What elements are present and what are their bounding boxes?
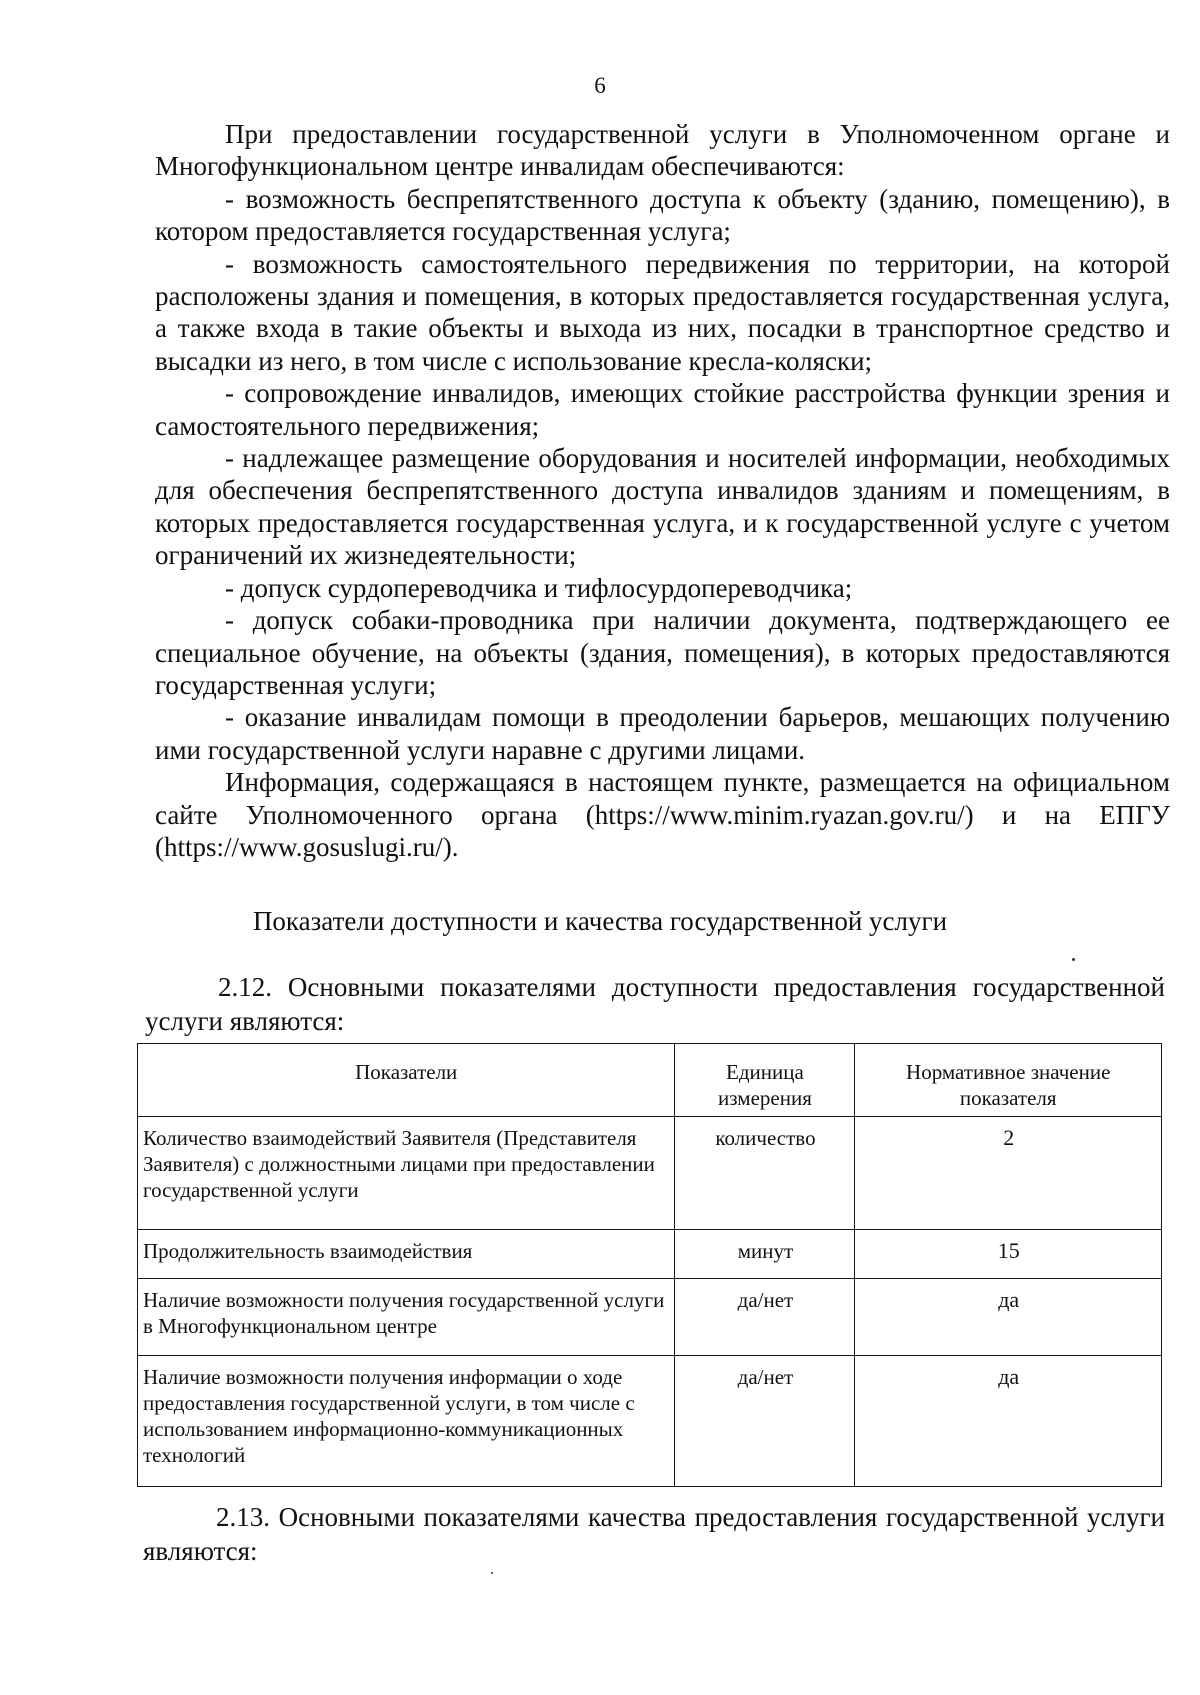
table-header-row — [138, 1044, 1162, 1117]
header-indicators: Показатели — [138, 1044, 675, 1117]
indicator-name: Наличие возможности получения государственной услуги в Многофункциональном центре — [138, 1279, 675, 1356]
header-norm-value: Нормативное значение показателя — [855, 1044, 1162, 1117]
indicator-unit: да/нет — [675, 1356, 855, 1487]
scan-speck — [491, 1572, 493, 1574]
indicator-norm: 2 — [855, 1117, 1162, 1230]
indicator-unit: минут — [675, 1230, 855, 1279]
page-number: 6 — [594, 73, 606, 98]
indicator-norm: да — [855, 1356, 1162, 1487]
scan-speck — [1072, 958, 1075, 961]
info-paragraph: Информация, содержащаяся в настоящем пункте, размещается на официальном сайте Уполномоченного органа (https://www.minim.ryazan.gov.ru/) и на ЕПГУ (https://www.gosuslugi.ru/). — [155, 767, 1170, 862]
header-unit: Единица измерения — [675, 1044, 855, 1117]
indicator-name: Наличие возможности получения информации о ходе предоставления государственной услуги, в том числе с использованием информационно-коммуникационных технологий — [138, 1356, 675, 1487]
table-row — [138, 1230, 1162, 1279]
table-row — [138, 1356, 1162, 1487]
bullet-item: - возможность беспрепятственного доступа к объекту (зданию, помещению), в котором предоставляется государственная услуга; — [155, 183, 1170, 247]
indicators-table — [137, 1043, 1162, 1487]
indicator-name: Количество взаимодействий Заявителя (Представителя Заявителя) с должностными лицами при предоставлении государственной услуги — [138, 1117, 675, 1230]
bullet-item: - оказание инвалидам помощи в преодолении барьеров, мешающих получению ими государственной услуги наравне с другими лицами. — [155, 702, 1170, 765]
indicator-unit: количество — [675, 1117, 855, 1230]
bullet-item: - сопровождение инвалидов, имеющих стойкие расстройства функции зрения и самостоятельного передвижения; — [155, 378, 1170, 441]
bullet-item: - допуск сурдопереводчика и тифлосурдопереводчика; — [225, 572, 853, 603]
indicator-norm: 15 — [855, 1230, 1162, 1279]
table-row — [138, 1279, 1162, 1356]
table-row — [138, 1117, 1162, 1230]
section-title: Показатели доступности и качества государственной услуги — [252, 906, 948, 936]
accessibility-section — [155, 118, 1170, 863]
bullet-item: - надлежащее размещение оборудования и носителей информации, необходимых для обеспечения беспрепятственного доступа инвалидов зданиям и помещениям, в которых предоставляется государственная услуга, и к государственной услуге с учетом ограничений их жизнедеятельности; — [155, 443, 1170, 571]
paragraph-2-12: 2.12. Основными показателями доступности предоставления государственной услуги являются: — [145, 972, 1165, 1036]
indicator-norm: да — [855, 1279, 1162, 1356]
indicator-name: Продолжительность взаимодействия — [138, 1230, 675, 1279]
intro-paragraph: При предоставлении государственной услуги в Уполномоченном органе и Многофункциональном центре инвалидам обеспечиваются: — [155, 119, 1170, 182]
indicator-unit: да/нет — [675, 1279, 855, 1356]
bullet-item: - возможность самостоятельного передвижения по территории, на которой расположены здания и помещения, в которых предоставляется государственная услуга, а также входа в такие объекты и выхода из них, посадки в транспортное средство и высадки из него, в том числе с использование кресла-коляски; — [155, 248, 1170, 376]
paragraph-2-13: 2.13. Основными показателями качества предоставления государственной услуги являются: — [143, 1502, 1165, 1566]
bullet-item: - допуск собаки-проводника при наличии документа, подтверждающего ее специальное обучение, на объекты (здания, помещения), в которых предоставляются государственная услуги; — [155, 605, 1170, 700]
